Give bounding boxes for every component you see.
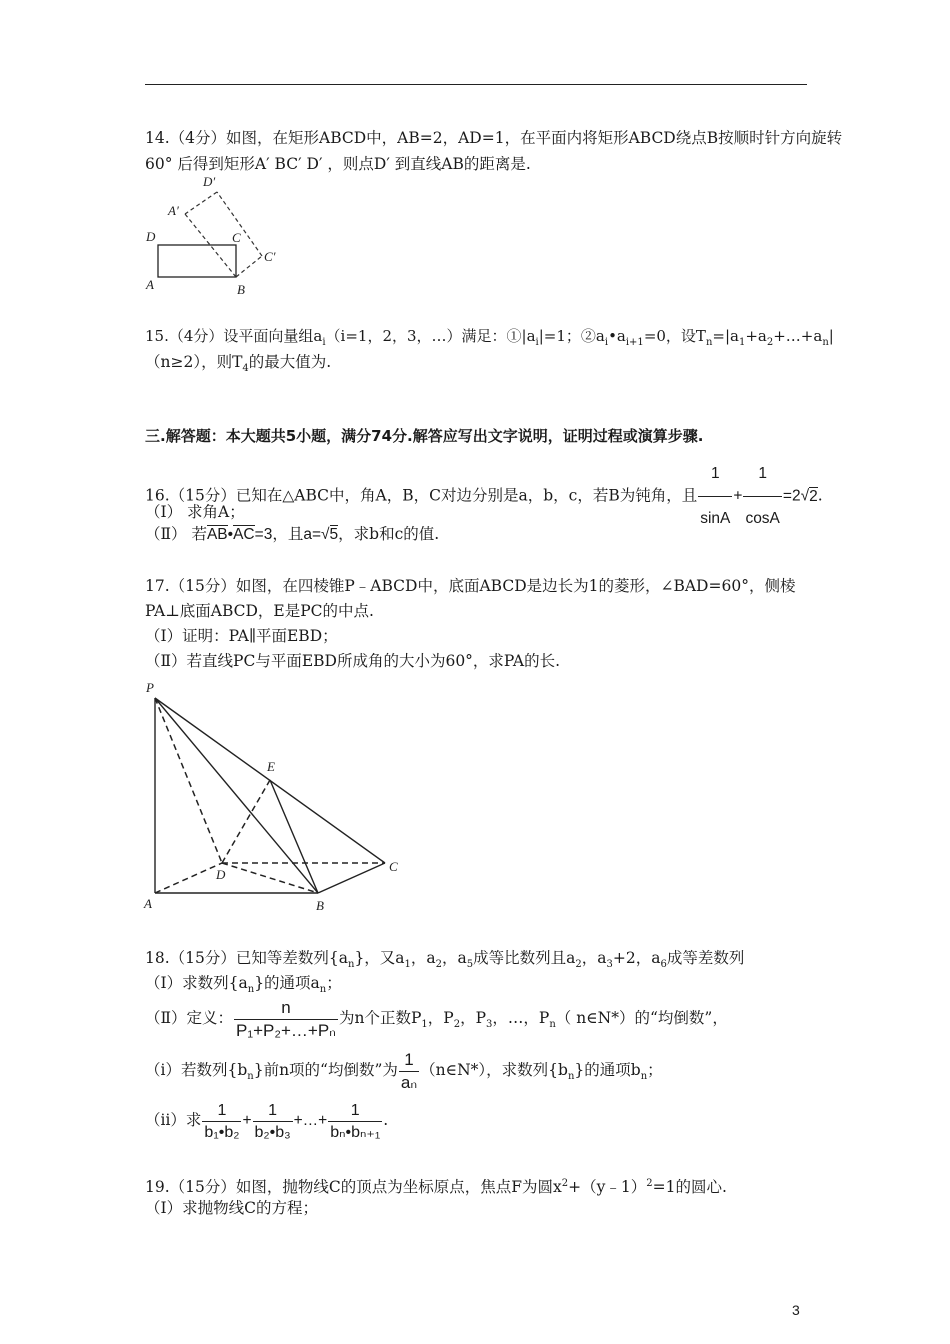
q18-part2-ii: （ⅱ）求 $\frac{1}{\text{b₁•b₂}}$ + $\frac{1}{\text{b₂•b₃}}$ +…+ $\frac{1}{\text{bₙ•bₙ₊₁}}$ . [145,1101,389,1141]
label-c: C [232,230,241,245]
q15-line1: 15.（4分）设平面向量组$a_i(i=1$，2，3，…）满足：$①|a_i|=1$；$②a_i•a_{i+1}=0$，设$T_n=|a_1+a_2+\dots+a_n|$ [145,327,834,348]
label-b: B [316,898,324,913]
edge-d-b [222,863,318,893]
q18-part2-i: （ⅰ）若数列$\{b_n\}$前n项的“均倒数”为 $\frac{1}{\text{aₙ}}$ （n∈N*），求数列$\{b_n\}$的通项$b_n$； [145,1049,663,1092]
label-c: C [389,859,398,874]
q17-line2: PA⊥底面ABCD，E是PC的中点. [145,602,374,620]
edge-d-prime-a-prime [185,192,217,214]
header-rule [145,84,807,85]
q17-figure [140,680,410,915]
label-d: D [216,867,226,882]
q17-part2: （Ⅱ）若直线PC与平面EBD所成角的大小为60°，求PA的长. [145,652,561,670]
label-a: A [146,277,154,292]
q16-line1: 16.（15分）已知在△ABC中，角A，B，C对边分别是a，b，c，若B为钝角，且 $\frac{1}{\sin A}$ + $\frac{1}{\cos A}$ =2√2. [145,452,823,496]
q14-line1: 14.（4分）如图，在矩形ABCD中，AB=2，AD=1，在平面内将矩形ABCD绕点B按顺时针方向旋转 [145,129,843,147]
q17-part1: （Ⅰ）证明：PA∥平面EBD； [145,627,338,645]
q16-part2: （Ⅱ） 若AB•AC=3，且a=√5，求b和c的值. [145,525,440,543]
edge-b-c [318,863,385,893]
q15-line2: （n≥2），则$T_4$的最大值为. [145,353,332,375]
label-a: A [144,896,152,911]
label-a-prime: A′ [168,203,179,218]
edge-b-c-prime [236,256,262,277]
edge-d-e [222,780,270,863]
q16-part1: （Ⅰ） 求角A； [145,503,245,521]
q18-part2: （Ⅱ）定义： $\frac{n}{\text{P₁+P₂+…+Pₙ}}$ 为n个正数$P_1$，$P_2$，$P_3$，…，$P_n$（ n∈N*）的“均倒数”， [145,997,728,1040]
edge-c-prime-d-prime [217,192,262,256]
label-e: E [267,759,275,774]
q19-part1: （Ⅰ）求抛物线C的方程； [145,1199,318,1217]
label-d-prime: D′ [203,174,216,189]
page-number: 3 [792,1302,800,1318]
q17-line1: 17.（15分）如图，在四棱锥P﹣ABCD中，底面ABCD是边长为1的菱形，∠BAD=60°，侧棱 [145,577,796,595]
section3-heading: 三.解答题：本大题共5小题，满分74分.解答应写出文字说明，证明过程或演算步骤. [145,427,704,445]
q14-line2: 60° 后得到矩形A′ BC′ D′ ，则点D′ 到直线AB的距离是. [145,155,531,173]
label-c-prime: C′ [264,249,276,264]
label-p: P [146,680,154,695]
q18-line1: 18.（15分）已知等差数列$\{a_n\}$，又$a_1$，$a_2$，$a_5$成等比数列且$a_2$，$a_3+2$，$a_6$成等差数列 [145,949,745,971]
rect-abcd [158,245,236,277]
q14-figure [140,170,300,300]
edge-a-d [155,863,222,893]
label-d: D [146,229,156,244]
q18-part1: （Ⅰ）求数列$\{a_n\}$的通项$a_n$； [145,974,342,996]
label-b: B [237,282,245,297]
q19-line1: 19.（15分）如图，抛物线C的顶点为坐标原点，焦点F为圆$x^2+(y﹣1)^2=1$的圆心. [145,1178,727,1197]
